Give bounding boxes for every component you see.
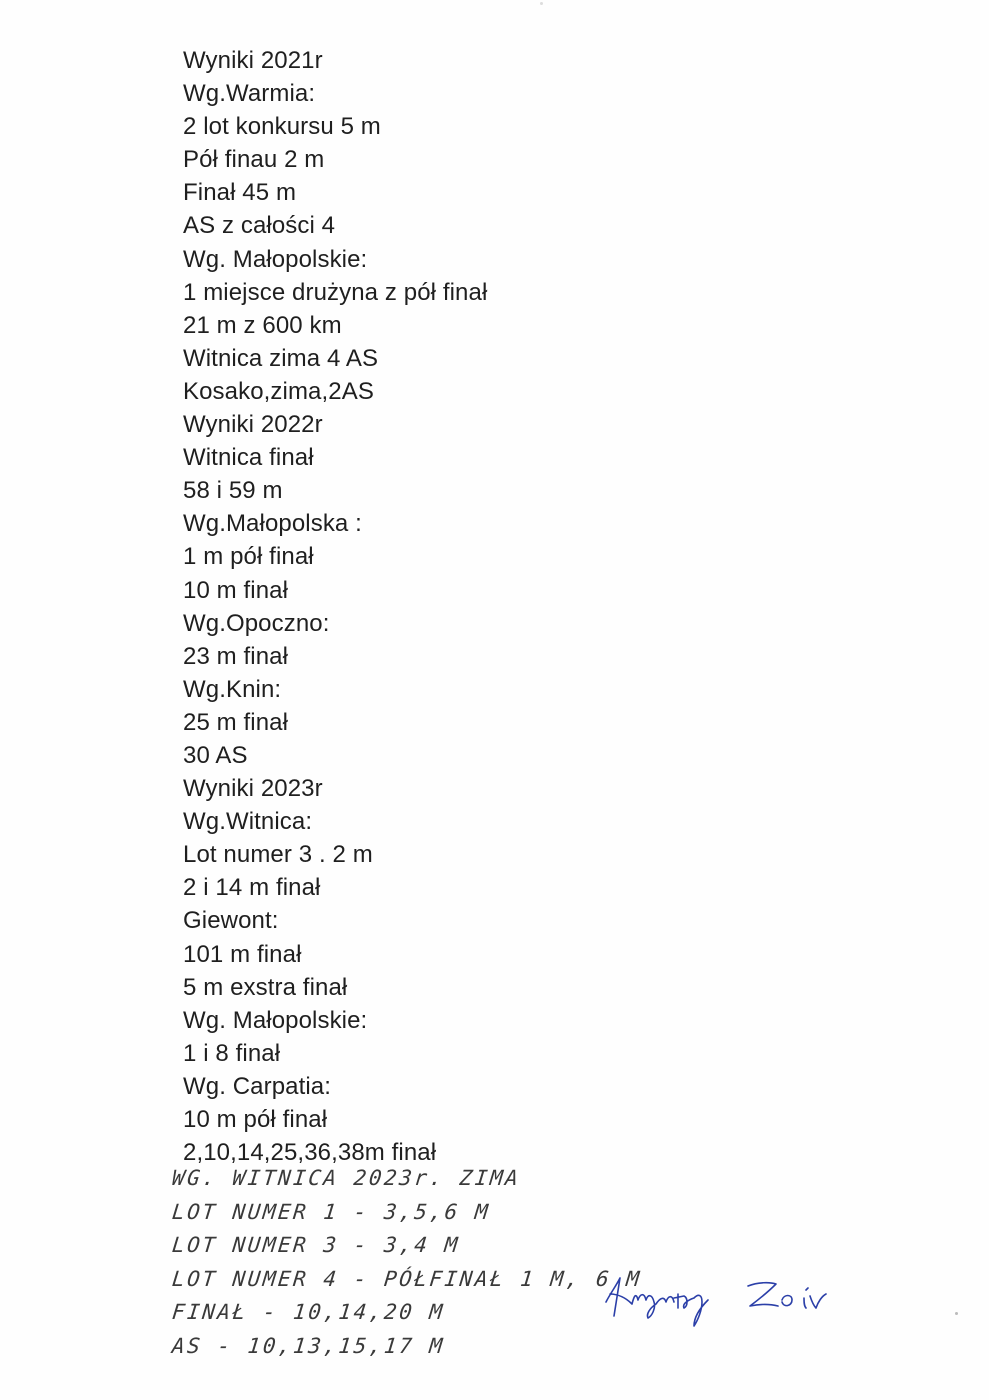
printed-line: 2 lot konkursu 5 m xyxy=(183,113,381,141)
printed-line: 1 miejsce drużyna z pół finał xyxy=(183,278,488,306)
handwritten-line: AS - 10,13,15,17 M xyxy=(170,1333,446,1358)
handwritten-line: FINAŁ - 10,14,20 M xyxy=(170,1300,446,1324)
printed-line: Wg. Małopolskie: xyxy=(183,1006,368,1034)
printed-line: Wg.Knin: xyxy=(183,675,282,703)
printed-line: Wyniki 2021r xyxy=(183,47,323,74)
printed-line: Wg.Opoczno: xyxy=(183,609,330,637)
printed-line: Pół finau 2 m xyxy=(183,146,325,174)
printed-line: Finał 45 m xyxy=(183,179,297,207)
scan-speck xyxy=(955,1312,958,1315)
printed-line: Witnica finał xyxy=(183,444,314,472)
handwritten-line: LOT NUMER 3 - 3,4 M xyxy=(170,1233,462,1257)
printed-line: 101 m finał xyxy=(183,940,302,968)
printed-line: 2,10,14,25,36,38m finał xyxy=(183,1139,437,1167)
printed-line: 23 m finał xyxy=(183,642,289,670)
scan-speck xyxy=(540,2,543,5)
printed-results-list xyxy=(183,44,743,1169)
printed-line: Wg. Małopolskie: xyxy=(183,245,368,273)
printed-line: 2 i 14 m finał xyxy=(183,874,321,902)
handwritten-line: LOT NUMER 1 - 3,5,6 M xyxy=(170,1199,492,1224)
printed-line: 30 AS xyxy=(183,741,248,769)
printed-line: Giewont: xyxy=(183,907,279,935)
handwritten-line: LOT NUMER 4 - PÓŁFINAŁ 1 M, 6 M xyxy=(170,1266,643,1291)
printed-line: 1 i 8 finał xyxy=(183,1039,281,1067)
signature-scribble xyxy=(598,1264,848,1334)
printed-line: Wg.Małopolska : xyxy=(183,510,362,538)
printed-line: AS z całości 4 xyxy=(183,212,336,240)
printed-line: Wyniki 2023r xyxy=(183,775,323,803)
printed-line: Wg. Carpatia: xyxy=(183,1072,332,1100)
printed-line: 1 m pół finał xyxy=(183,543,314,571)
printed-line: Lot numer 3 . 2 m xyxy=(183,841,373,869)
printed-line: 10 m pół finał xyxy=(183,1106,328,1133)
printed-line: 21 m z 600 km xyxy=(183,311,342,339)
printed-line: Kosako,zima,2AS xyxy=(183,377,374,405)
printed-line: 58 i 59 m xyxy=(183,477,283,505)
handwritten-signature xyxy=(598,1264,848,1334)
printed-line: Wg.Witnica: xyxy=(183,808,313,836)
printed-line: Wg.Warmia: xyxy=(183,80,316,108)
handwritten-line: WG. WITNICA 2023r. ZIMA xyxy=(170,1166,522,1190)
printed-line: 10 m finał xyxy=(183,576,289,604)
printed-line: Wyniki 2022r xyxy=(183,411,323,439)
printed-line: 25 m finał xyxy=(183,708,289,736)
printed-line: Witnica zima 4 AS xyxy=(183,344,379,372)
printed-line: 5 m exstra finał xyxy=(183,973,348,1001)
